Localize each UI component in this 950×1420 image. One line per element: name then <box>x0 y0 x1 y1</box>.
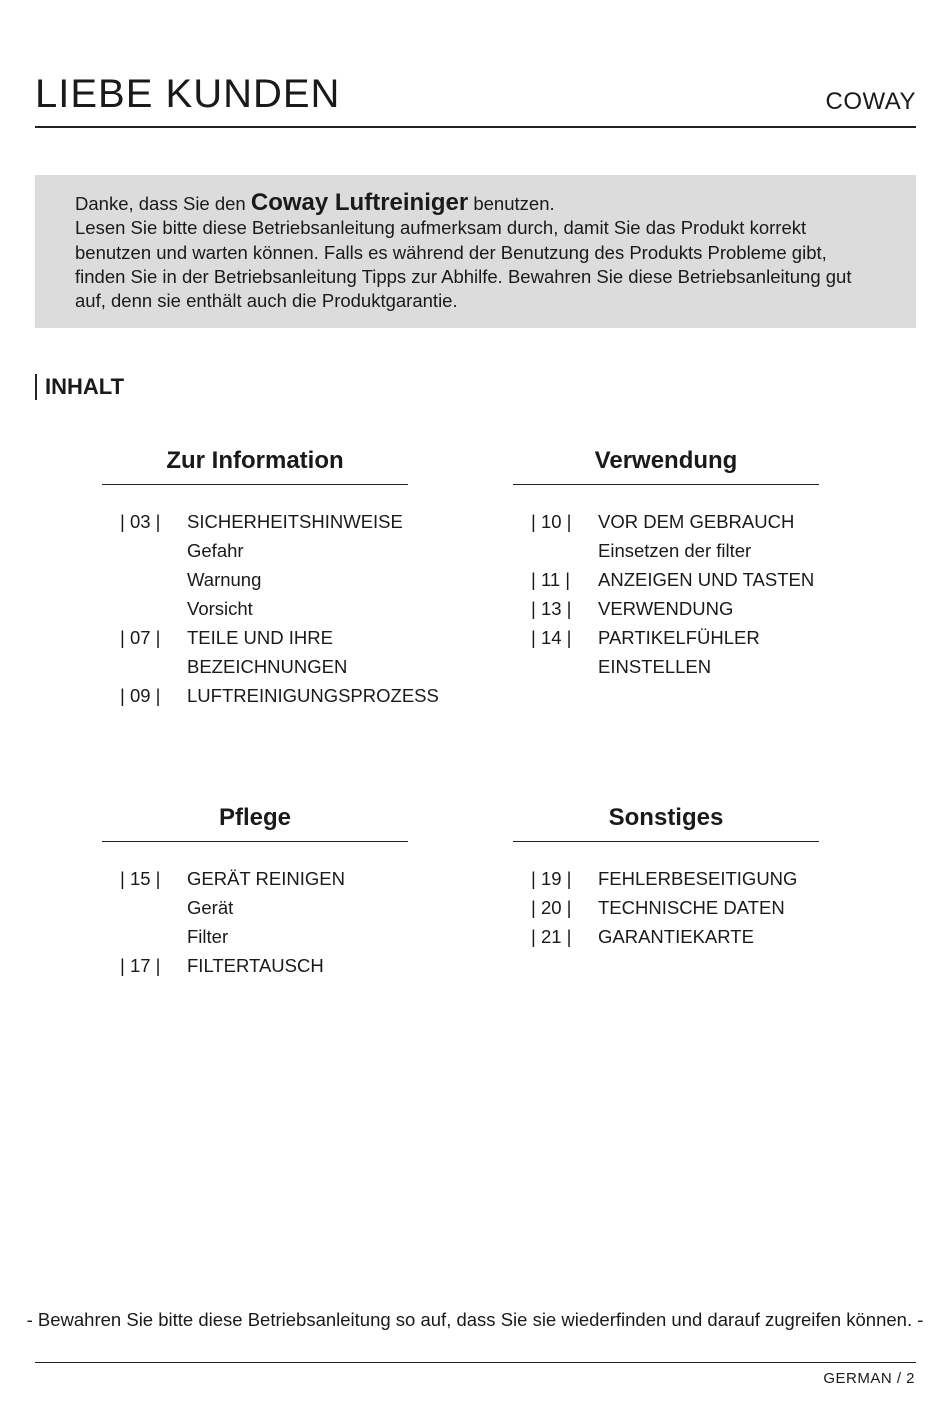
toc-page-number: | 19 | <box>531 868 572 889</box>
toc-entry-label: Gefahr <box>187 540 244 561</box>
intro-greeting <box>75 191 876 216</box>
toc-entry-label: BEZEICHNUNGEN <box>187 656 348 677</box>
toc-entry <box>513 922 819 951</box>
toc-entries <box>102 507 439 710</box>
toc-entry <box>102 507 408 536</box>
toc-entry <box>102 681 439 710</box>
toc-page-number: | 07 | <box>120 627 161 648</box>
toc-entry-label: Warnung <box>187 569 262 590</box>
toc-entry <box>102 864 408 893</box>
toc-entries <box>513 507 819 681</box>
toc-page-number: | 20 | <box>531 897 572 918</box>
toc-entry-label: SICHERHEITSHINWEISE <box>187 511 403 532</box>
toc-entry-label: TEILE UND IHRE <box>187 627 333 648</box>
toc-entry <box>513 623 819 652</box>
contents-heading: INHALT <box>35 374 124 400</box>
toc-entry-label: LUFTREINIGUNGSPROZESS <box>187 685 439 706</box>
toc-page-number: | 13 | <box>531 598 572 619</box>
product-name: Coway Luftreiniger <box>250 189 469 216</box>
page-header <box>35 66 916 128</box>
toc-entry <box>513 507 819 536</box>
toc-entry-label: Gerät <box>187 897 234 918</box>
toc-page-number: | 10 | <box>531 511 572 532</box>
toc-entry <box>102 536 408 565</box>
toc-page-number: | 11 | <box>531 569 571 590</box>
toc-entry-label: FEHLERBESEITIGUNG <box>598 868 798 889</box>
toc-column-use <box>513 446 819 681</box>
toc-entry-label: GARANTIEKARTE <box>598 926 754 947</box>
toc-page-number: | 15 | <box>120 868 161 889</box>
toc-column-info <box>102 446 439 710</box>
intro-greeting-pre: Danke, dass Sie den <box>75 193 251 214</box>
toc-entry-label: PARTIKELFÜHLER <box>598 627 760 648</box>
toc-entry-label: Vorsicht <box>187 598 253 619</box>
toc-entry <box>513 594 819 623</box>
page-title: LIEBE KUNDEN <box>35 72 341 116</box>
toc-entry-label: FILTERTAUSCH <box>187 955 324 976</box>
toc-entry <box>102 594 408 623</box>
intro-body: Lesen Sie bitte diese Betriebsanleitung aufmerksam durch, damit Sie das Produkt korrekt benutzen und warten können. Falls es während der Benutzung des Produkts Probleme gibt, finden Sie in der Betriebsanleitung Tipps zur Abhilfe. Bewahren Sie diese Betriebsanleitung gut auf, denn sie enthält auch die Produktgarantie. <box>75 217 852 312</box>
toc-entry <box>102 893 408 922</box>
toc-entry <box>513 893 819 922</box>
toc-page-number: | 17 | <box>120 955 161 976</box>
toc-entry <box>513 652 819 681</box>
toc-column-title: Zur Information <box>102 446 408 485</box>
toc-entry <box>102 922 408 951</box>
toc-entries <box>513 864 819 951</box>
toc-entry-label: VOR DEM GEBRAUCH <box>598 511 795 532</box>
toc-column-title: Pflege <box>102 803 408 842</box>
toc-entry-label: Einsetzen der filter <box>598 540 752 561</box>
toc-page-number: | 21 | <box>531 926 572 947</box>
toc-page-number: | 14 | <box>531 627 572 648</box>
toc-entry <box>513 864 819 893</box>
toc-entry-label: TECHNISCHE DATEN <box>598 897 785 918</box>
toc-column-care <box>102 803 408 980</box>
toc-entry <box>102 652 408 681</box>
toc-column-other <box>513 803 819 951</box>
toc-entry-label: Filter <box>187 926 229 947</box>
toc-entry <box>102 951 408 980</box>
toc-column-title: Sonstiges <box>513 803 819 842</box>
toc-entry <box>102 623 408 652</box>
toc-entry <box>102 565 408 594</box>
toc-entry-label: EINSTELLEN <box>598 656 712 677</box>
toc-page-number: | 03 | <box>120 511 161 532</box>
page-number: GERMAN / 2 <box>823 1370 915 1387</box>
toc-entry-label: ANZEIGEN UND TASTEN <box>598 569 815 590</box>
intro-greeting-post: benutzen. <box>468 193 555 214</box>
footer-divider <box>35 1362 916 1363</box>
footnote: - Bewahren Sie bitte diese Betriebsanleitung so auf, dass Sie sie wiederfinden und darauf zugreifen können. - <box>26 1309 924 1330</box>
toc-page-number: | 09 | <box>120 685 161 706</box>
toc-entry <box>513 565 819 594</box>
toc-entry-label: VERWENDUNG <box>598 598 734 619</box>
toc-entry-label: GERÄT REINIGEN <box>187 868 345 889</box>
toc-column-title: Verwendung <box>513 446 819 485</box>
toc-entries <box>102 864 408 980</box>
intro-box <box>35 175 916 328</box>
toc-entry <box>513 536 819 565</box>
brand-name: COWAY <box>825 88 916 115</box>
